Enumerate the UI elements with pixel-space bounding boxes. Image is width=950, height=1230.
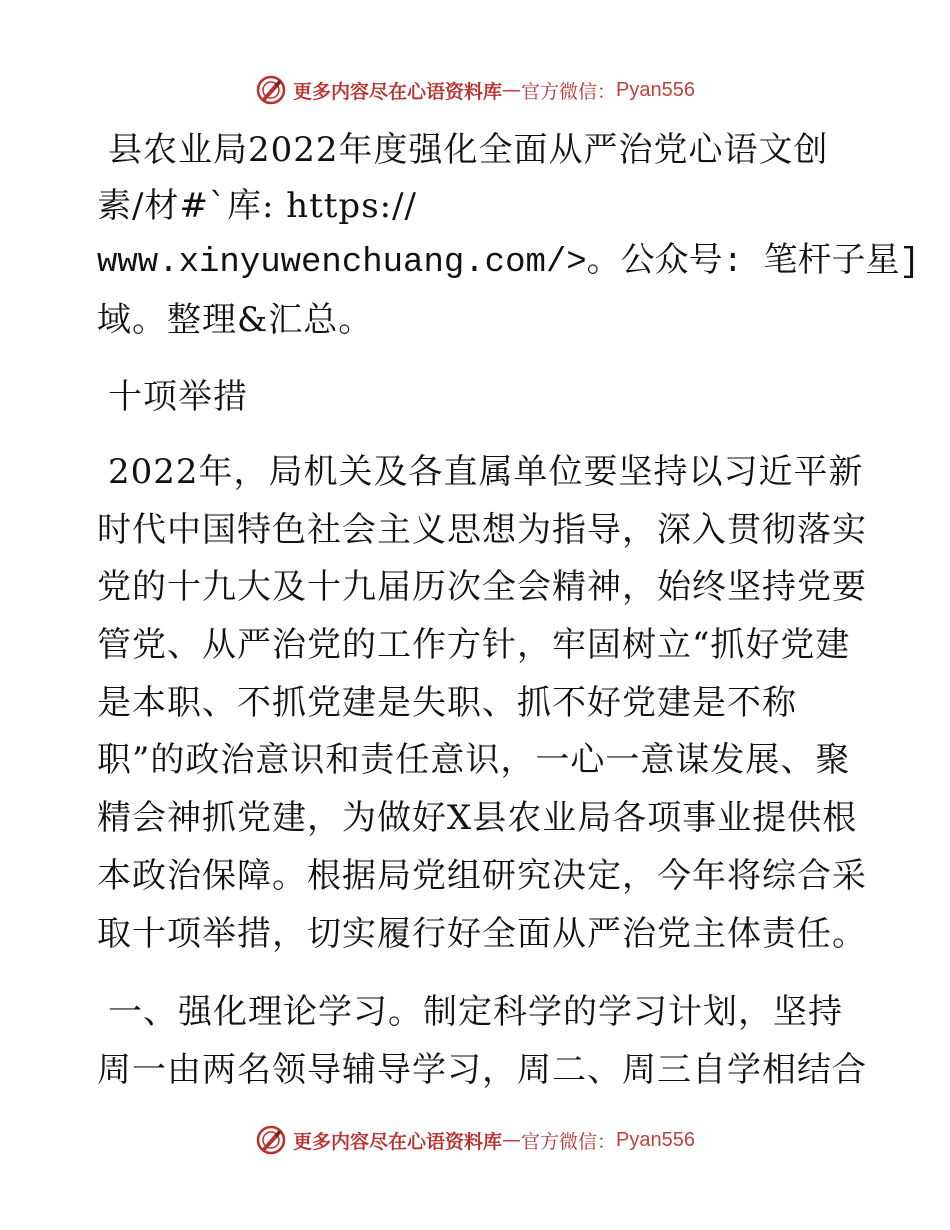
title-line-2: 素/材#`库: https:// — [97, 186, 418, 226]
document-title-line — [97, 243, 920, 283]
title-line-3: www.xinyuwenchuang.com/>。公众号: 笔杆子星] — [97, 244, 920, 282]
document-title-line: 县农业局2022年度强化全面从严治党心语文创 — [108, 130, 829, 170]
paragraph-line: 一、强化理论学习。制定科学的学习计划，坚持 — [108, 992, 843, 1032]
pen-logo-icon — [255, 74, 287, 106]
watermark-footer — [0, 1120, 950, 1160]
watermark-brand: 更多内容尽在心语资料库 — [293, 80, 503, 103]
paragraph-line: 是本职、不抓党建是失职、抓不好党建是不称 — [97, 683, 797, 723]
watermark-wechat-id: Pyan556 — [616, 78, 695, 101]
paragraph-line: 2022年，局机关及各直属单位要坚持以习近平新 — [108, 452, 864, 492]
paragraph-line: 职”的政治意识和责任意识，一心一意谋发展、聚 — [97, 740, 851, 780]
paragraph-line: 党的十九大及十九届历次全会精神，始终坚持党要 — [97, 567, 867, 607]
watermark-separator: — — [502, 79, 522, 101]
watermark-separator: — — [502, 1129, 522, 1151]
watermark-header — [0, 70, 950, 110]
paragraph-line: 本政治保障。根据局党组研究决定，今年将综合采 — [97, 856, 867, 896]
watermark-official-label: 官方微信： — [521, 1130, 617, 1153]
paragraph-line: 周一由两名领导辅导学习，周二、周三自学相结合 — [97, 1050, 867, 1090]
paragraph-line: 管党、从严治党的工作方针，牢固树立“抓好党建 — [97, 625, 851, 665]
watermark-brand: 更多内容尽在心语资料库 — [293, 1130, 503, 1153]
watermark-wechat-id: Pyan556 — [616, 1128, 695, 1151]
document-title-line: 域。整理&汇总。 — [97, 300, 374, 340]
paragraph-line: 精会神抓党建，为做好X县农业局各项事业提供根 — [97, 798, 858, 838]
section-heading: 十项举措 — [108, 377, 248, 417]
watermark-official-label: 官方微信： — [521, 80, 617, 103]
document-title-line — [97, 186, 417, 226]
paragraph-line: 取十项举措，切实履行好全面从严治党主体责任。 — [97, 914, 867, 954]
pen-logo-icon — [255, 1124, 287, 1156]
paragraph-line: 时代中国特色社会主义思想为指导，深入贯彻落实 — [97, 510, 867, 550]
